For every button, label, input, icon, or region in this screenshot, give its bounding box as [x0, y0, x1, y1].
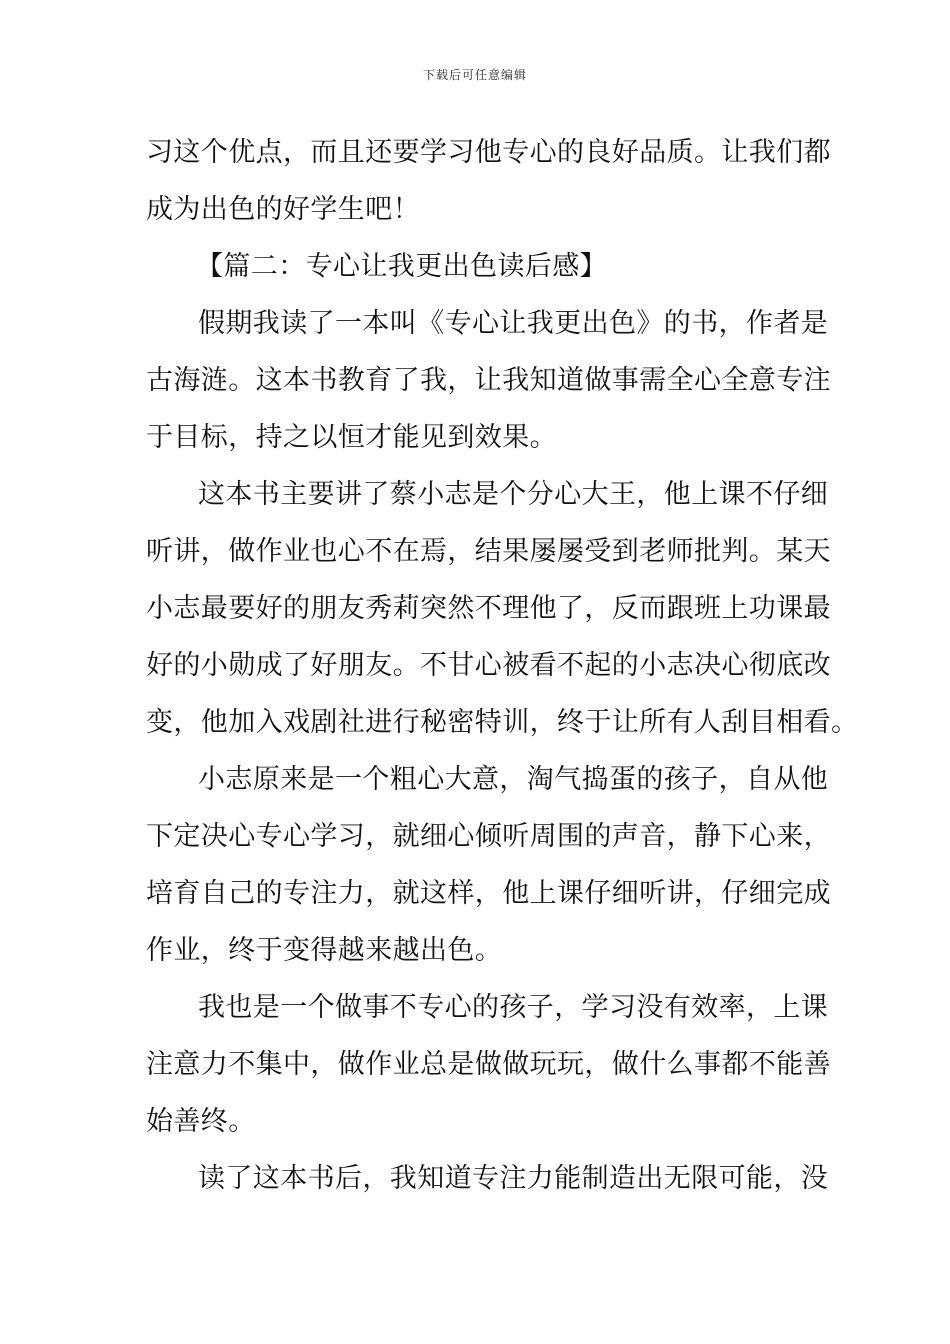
paragraph-line: 培育自己的专注力，就这样，他上课仔细听讲，仔细完成	[146, 878, 831, 909]
paragraph-line: 变，他加入戏剧社进行秘密特训，终于让所有人刮目相看。	[146, 707, 859, 738]
paragraph-line: 我也是一个做事不专心的孩子，学习没有效率，上课	[198, 992, 829, 1023]
paragraph-line: 假期我读了一本叫《专心让我更出色》的书，作者是	[198, 308, 829, 339]
paragraph-line: 小志原来是一个粗心大意，淘气捣蛋的孩子，自从他	[198, 764, 829, 795]
paragraph-line: 作业，终于变得越来越出色。	[146, 935, 503, 966]
paragraph-line: 于目标，持之以恒才能见到效果。	[146, 422, 557, 453]
paragraph-line: 读了这本书后，我知道专注力能制造出无限可能，没	[198, 1163, 829, 1194]
paragraph-line: 小志最要好的朋友秀莉突然不理他了，反而跟班上功课最	[146, 593, 831, 624]
page-header: 下载后可任意编辑	[422, 68, 527, 82]
paragraph-line: 听讲，做作业也心不在焉，结果屡屡受到老师批判。某天	[146, 536, 831, 567]
section-heading: 【篇二：专心让我更出色读后感】	[196, 251, 607, 282]
paragraph-line: 好的小勋成了好朋友。不甘心被看不起的小志决心彻底改	[146, 650, 831, 681]
paragraph-line: 习这个优点，而且还要学习他专心的良好品质。让我们都	[146, 137, 831, 168]
document-body	[146, 124, 859, 1207]
paragraph-line: 下定决心专心学习，就细心倾听周围的声音，静下心来，	[146, 821, 831, 852]
paragraph-line: 成为出色的好学生吧！	[146, 194, 420, 225]
paragraph-line: 始善终。	[146, 1106, 256, 1137]
paragraph-line: 古海涟。这本书教育了我，让我知道做事需全心全意专注	[146, 365, 831, 396]
paragraph-line: 这本书主要讲了蔡小志是个分心大王，他上课不仔细	[198, 479, 829, 510]
paragraph-line: 注意力不集中，做作业总是做做玩玩，做什么事都不能善	[146, 1049, 831, 1080]
